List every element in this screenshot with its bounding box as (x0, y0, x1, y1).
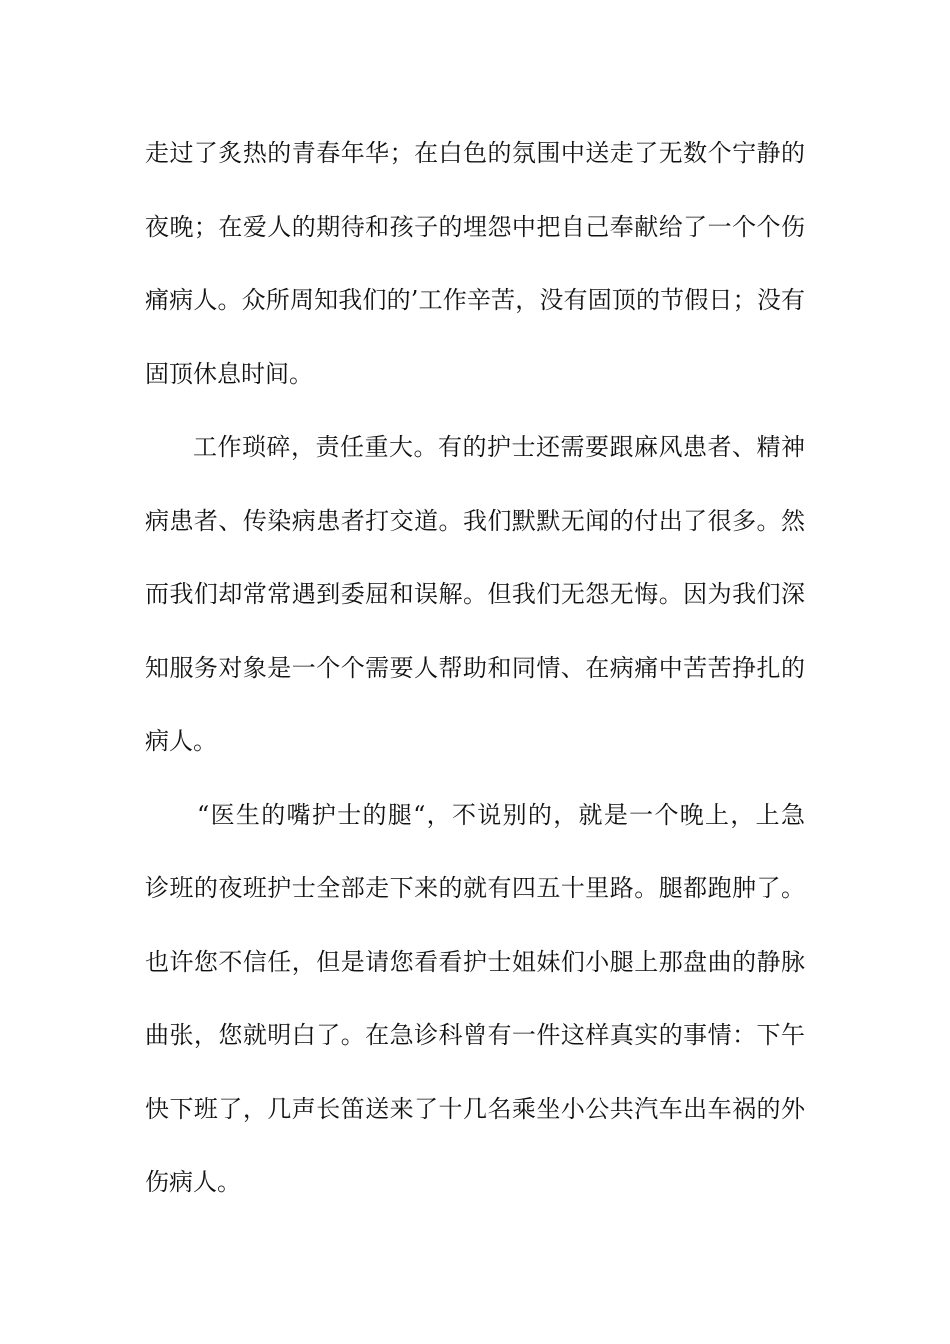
text-line: 病人。 (145, 727, 217, 755)
text-line: 工作琐碎，责任重大。有的护士还需要跟麻风患者、精神 (193, 433, 805, 461)
text-line: 病患者、传染病患者打交道。我们默默无闻的付出了很多。然 (145, 506, 805, 535)
text-line: 曲张，您就明白了。在急诊科曾有一件这样真实的事情：下午 (145, 1021, 805, 1049)
text-line: 走过了炙热的青春年华；在白色的氛围中送走了无数个宁静的 (145, 139, 805, 167)
paragraph-2 (145, 422, 805, 790)
body-text (145, 128, 805, 1231)
text-line: 也许您不信任，但是请您看看护士姐妹们小腿上那盘曲的静脉 (145, 947, 805, 976)
text-line: 夜晚；在爱人的期待和孩子的埋怨中把自己奉献给了一个个伤 (145, 212, 805, 241)
text-line: 知服务对象是一个个需要人帮助和同情、在病痛中苦苦挣扎的 (145, 653, 805, 682)
paragraph-1 (145, 128, 805, 422)
text-line: 快下班了，几声长笛送来了十几名乘坐小公共汽车出车祸的外 (145, 1094, 805, 1123)
text-line: “医生的嘴护士的腿“，不说别的，就是一个晚上，上急 (197, 800, 805, 829)
text-line: 痛病人。众所周知我们的’工作辛苦，没有固顶的节假日；没有 (145, 286, 805, 314)
text-line: 固顶休息时间。 (145, 359, 313, 388)
text-line: 而我们却常常遇到委屈和误解。但我们无怨无悔。因为我们深 (145, 580, 805, 608)
text-line: 诊班的夜班护士全部走下来的就有四五十里路。腿都跑肿了。 (145, 874, 805, 902)
text-line: 伤病人。 (145, 1168, 241, 1196)
paragraph-3 (145, 790, 805, 1231)
